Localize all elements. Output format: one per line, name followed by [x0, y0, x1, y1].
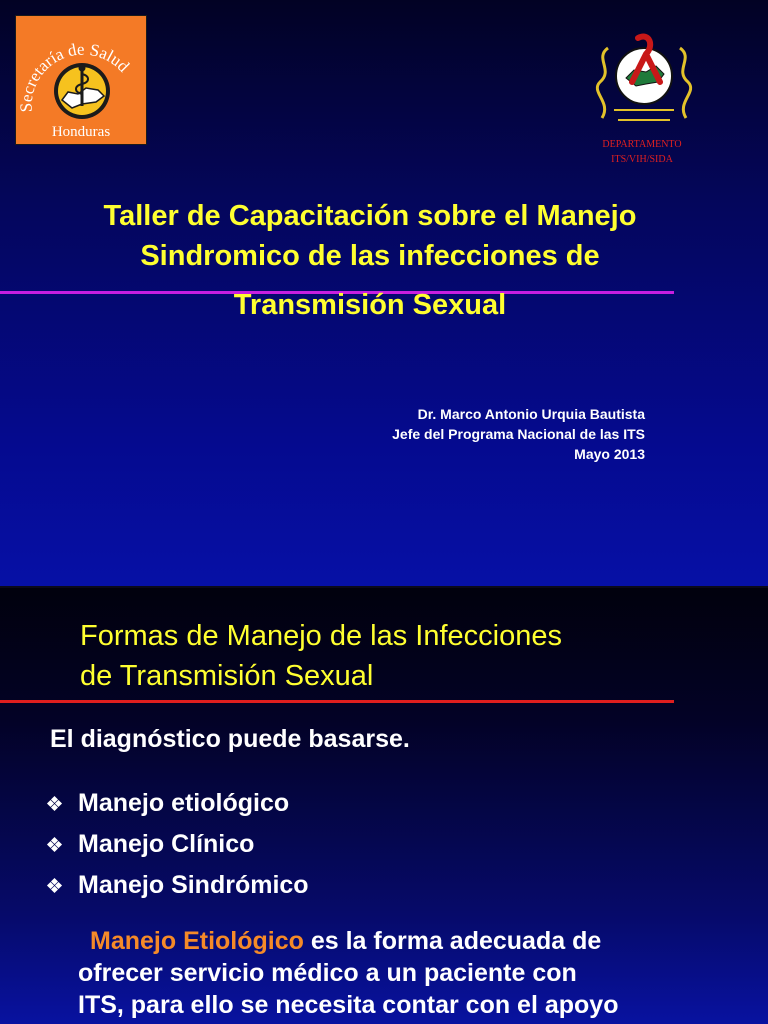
departamento-label [576, 137, 708, 167]
title-line-1: Taller de Capacitación sobre el Manejo [103, 200, 637, 232]
dept-line-1: DEPARTAMENTO [602, 139, 682, 150]
title-line-2: Sindromico de las infecciones de [140, 240, 600, 272]
slide-2-title [80, 616, 720, 696]
intro-text: El diagnóstico puede basarse. [50, 725, 410, 753]
slide-2-title-line-2: de Transmisión Sexual [80, 660, 374, 692]
paragraph [78, 925, 718, 1021]
bullet-item [48, 783, 309, 824]
bullet-item [48, 865, 309, 906]
presentation-date: Mayo 2013 [574, 446, 645, 462]
departamento-emblem-icon [588, 28, 700, 137]
diamond-bullet-icon [48, 797, 62, 811]
slide-2-title-line-1: Formas de Manejo de las Infecciones [80, 620, 562, 652]
bullet-label: Manejo Clínico [78, 830, 255, 858]
diamond-bullet-icon [48, 838, 62, 852]
paragraph-line-1-rest: es la forma adecuada de [303, 927, 602, 955]
paragraph-line-1 [78, 925, 718, 957]
slide-1-title [30, 196, 710, 276]
logo-arc-text: Secretaría de Salud [16, 39, 134, 113]
diamond-bullet-icon [48, 879, 62, 893]
slide-2-title-divider [0, 700, 674, 703]
secretaria-salud-logo [15, 15, 147, 145]
title-line-3: Transmisión Sexual [233, 289, 507, 321]
logo-bottom-text: Honduras [51, 124, 111, 140]
paragraph-line-3: ITS, para ello se necesita contar con el apoyo [78, 991, 619, 1019]
bullet-item [48, 824, 309, 865]
author-role: Jefe del Programa Nacional de las ITS [392, 426, 645, 442]
slide-2 [0, 588, 768, 1024]
bullet-label: Manejo etiológico [78, 789, 290, 817]
author-name: Dr. Marco Antonio Urquia Bautista [417, 406, 645, 422]
highlight-term: Manejo Etiológico [90, 927, 304, 955]
paragraph-line-2: ofrecer servicio médico a un paciente con [78, 959, 577, 987]
dept-line-2: ITS/VIH/SIDA [611, 154, 673, 165]
bullet-list [48, 783, 309, 906]
author-block [392, 404, 645, 464]
bullet-label: Manejo Sindrómico [78, 871, 309, 899]
